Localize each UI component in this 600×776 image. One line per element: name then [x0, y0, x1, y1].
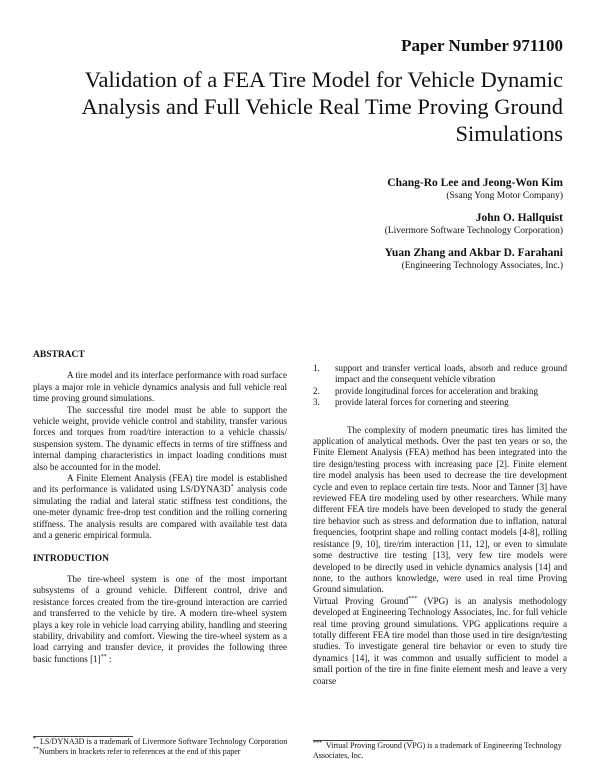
list-item-text: provide longitudinal forces for acceleration and braking	[335, 385, 539, 396]
footnote-ref-triple-star: ***	[408, 595, 418, 602]
author-affiliation-1: (Ssang Yong Motor Company)	[446, 191, 563, 201]
footnotes-left	[33, 736, 291, 757]
intro-p1-start: The tire-wheel system is one of the most important subsystems of a ground vehicle. Different control, drive and resistance forces created from the tire-ground interaction are carried and transferred to the vehicle by tire. A modern tire-wheel system plays a key role in vehicle load carrying ability, handling and steering stability, drivability and comfort. Viewing the tire-wheel system as a load carrying and transfer device, it provides the following three basic functions [1]	[33, 573, 287, 664]
list-item	[313, 363, 567, 386]
list-item-number: 1.	[313, 363, 320, 373]
body-paragraph-vpg	[313, 596, 567, 687]
list-item-text: support and transfer vertical loads, absorb and reduce ground impact and the consequent vehicle vibration	[335, 363, 567, 385]
footnote-mark: *	[33, 736, 36, 743]
paper-title: Validation of a FEA Tire Model for Vehicle Dynamic Analysis and Full Vehicle Real Time Proving Ground Simulations	[81, 67, 563, 146]
footnote-text: Virtual Proving Ground (VPG) is a trademark of Engineering Technology Associates, Inc.	[313, 741, 562, 760]
author-block	[243, 176, 563, 281]
abstract-p3-start: A Finite Element Analysis (FEA) tire model is established and its performance is validated using LS/DYNA3D	[33, 473, 287, 495]
footnote-ref-double-star: **	[100, 653, 107, 660]
vpg-p-end: (VPG) is an analysis methodology developed at Engineering Technology Associates, Inc. for full vehicle real time proving ground simulations. VPG applications require a totally different FEA tire model than those used in tire design/testing studies. To investigate general tire behavior or even to study tire dynamics [14], it was common and usually sufficient to model a small portion of the tire in fine finite element mesh and leave a very coarse	[313, 595, 567, 686]
list-item-text: provide lateral forces for cornering and steering	[335, 397, 509, 408]
functions-list	[313, 363, 567, 409]
vpg-p-start: Virtual Proving Ground	[313, 595, 409, 606]
author-names-3: Yuan Zhang and Akbar D. Farahani	[384, 247, 563, 259]
footnote-mark: **	[33, 746, 39, 753]
author-affiliation-3: (Engineering Technology Associates, Inc.)	[401, 261, 563, 271]
abstract-paragraph-2: The successful tire model must be able to support the vehicle weight, provide vehicle control and stability, transfer various forces and torques from road/tire interaction to a vehicle chassis/ suspension system. The dynamic effects in terms of tire stiffness and internal damping characteristics in impact loading conditions must also be accounted for in the model.	[33, 404, 287, 472]
footnote-text: LS/DYNA3D is a trademark of Livermore Software Technology Corporation	[40, 737, 288, 746]
abstract-p3-end: analysis code simulating the radial and lateral static stiffness test conditions, the one-meter dynamic free-drop test condition and the rolling cornering stiffness. The analysis results are compared with available test data and a generic empirical formula.	[33, 484, 287, 541]
footnote-mark: ***	[313, 740, 322, 747]
left-column	[33, 350, 287, 665]
footnote-brackets	[33, 747, 291, 757]
abstract-paragraph-3	[33, 473, 287, 541]
right-column	[313, 363, 567, 687]
footnote-text: Numbers in brackets refer to references at the end of this paper	[39, 747, 241, 756]
footnote-ref-star: *	[230, 484, 234, 491]
paper-number: Paper Number 971100	[401, 36, 563, 55]
intro-p1-end: :	[106, 653, 112, 664]
author-names-1: Chang-Ro Lee and Jeong-Won Kim	[387, 177, 563, 189]
introduction-paragraph-1	[33, 574, 287, 665]
introduction-heading: INTRODUCTION	[33, 553, 110, 564]
list-item-number: 3.	[313, 397, 320, 408]
abstract-heading: ABSTRACT	[33, 350, 85, 360]
footnote-lsdyna	[33, 737, 291, 747]
author-affiliation-2: (Livermore Software Technology Corporation)	[384, 226, 563, 236]
abstract-paragraph-1: A tire model and its interface performance with road surface plays a major role in vehicle dynamics analysis and full vehicle real time proving ground simulations.	[33, 370, 287, 404]
list-item	[313, 397, 567, 408]
footnote-vpg	[313, 741, 571, 761]
list-item-number: 2.	[313, 385, 320, 396]
body-paragraph-complexity: The complexity of modern pneumatic tires has limited the application of analytical methods. Over the past ten years or so, the Finite Element Analysis (FEA) method has been integrated into the tire design/testing process with increasing pace [2]. Finite element tire model analysis has been used to decrease the tire development cycle and even to replace certain tire tests. Noor and Tanner [3] have reviewed FEA tire modeling used by other researchers. While many different FEA tire models have been developed to study the general tire behavior such as stress and deformation due to inflation, natural frequencies, footprint shape and rolling contact models [4-8], rolling resistance [9, 10], tire/rim interaction [11, 12], or even to simulate some destructive tire testing [13], very few tire models were developed to be directly used in vehicle dynamics analysis [14] and none, to the authors knowledge, were used in real time Proving Ground simulation.	[313, 424, 567, 595]
author-names-2: John O. Hallquist	[475, 212, 563, 224]
list-item	[313, 386, 567, 397]
footnotes-right	[313, 740, 571, 761]
